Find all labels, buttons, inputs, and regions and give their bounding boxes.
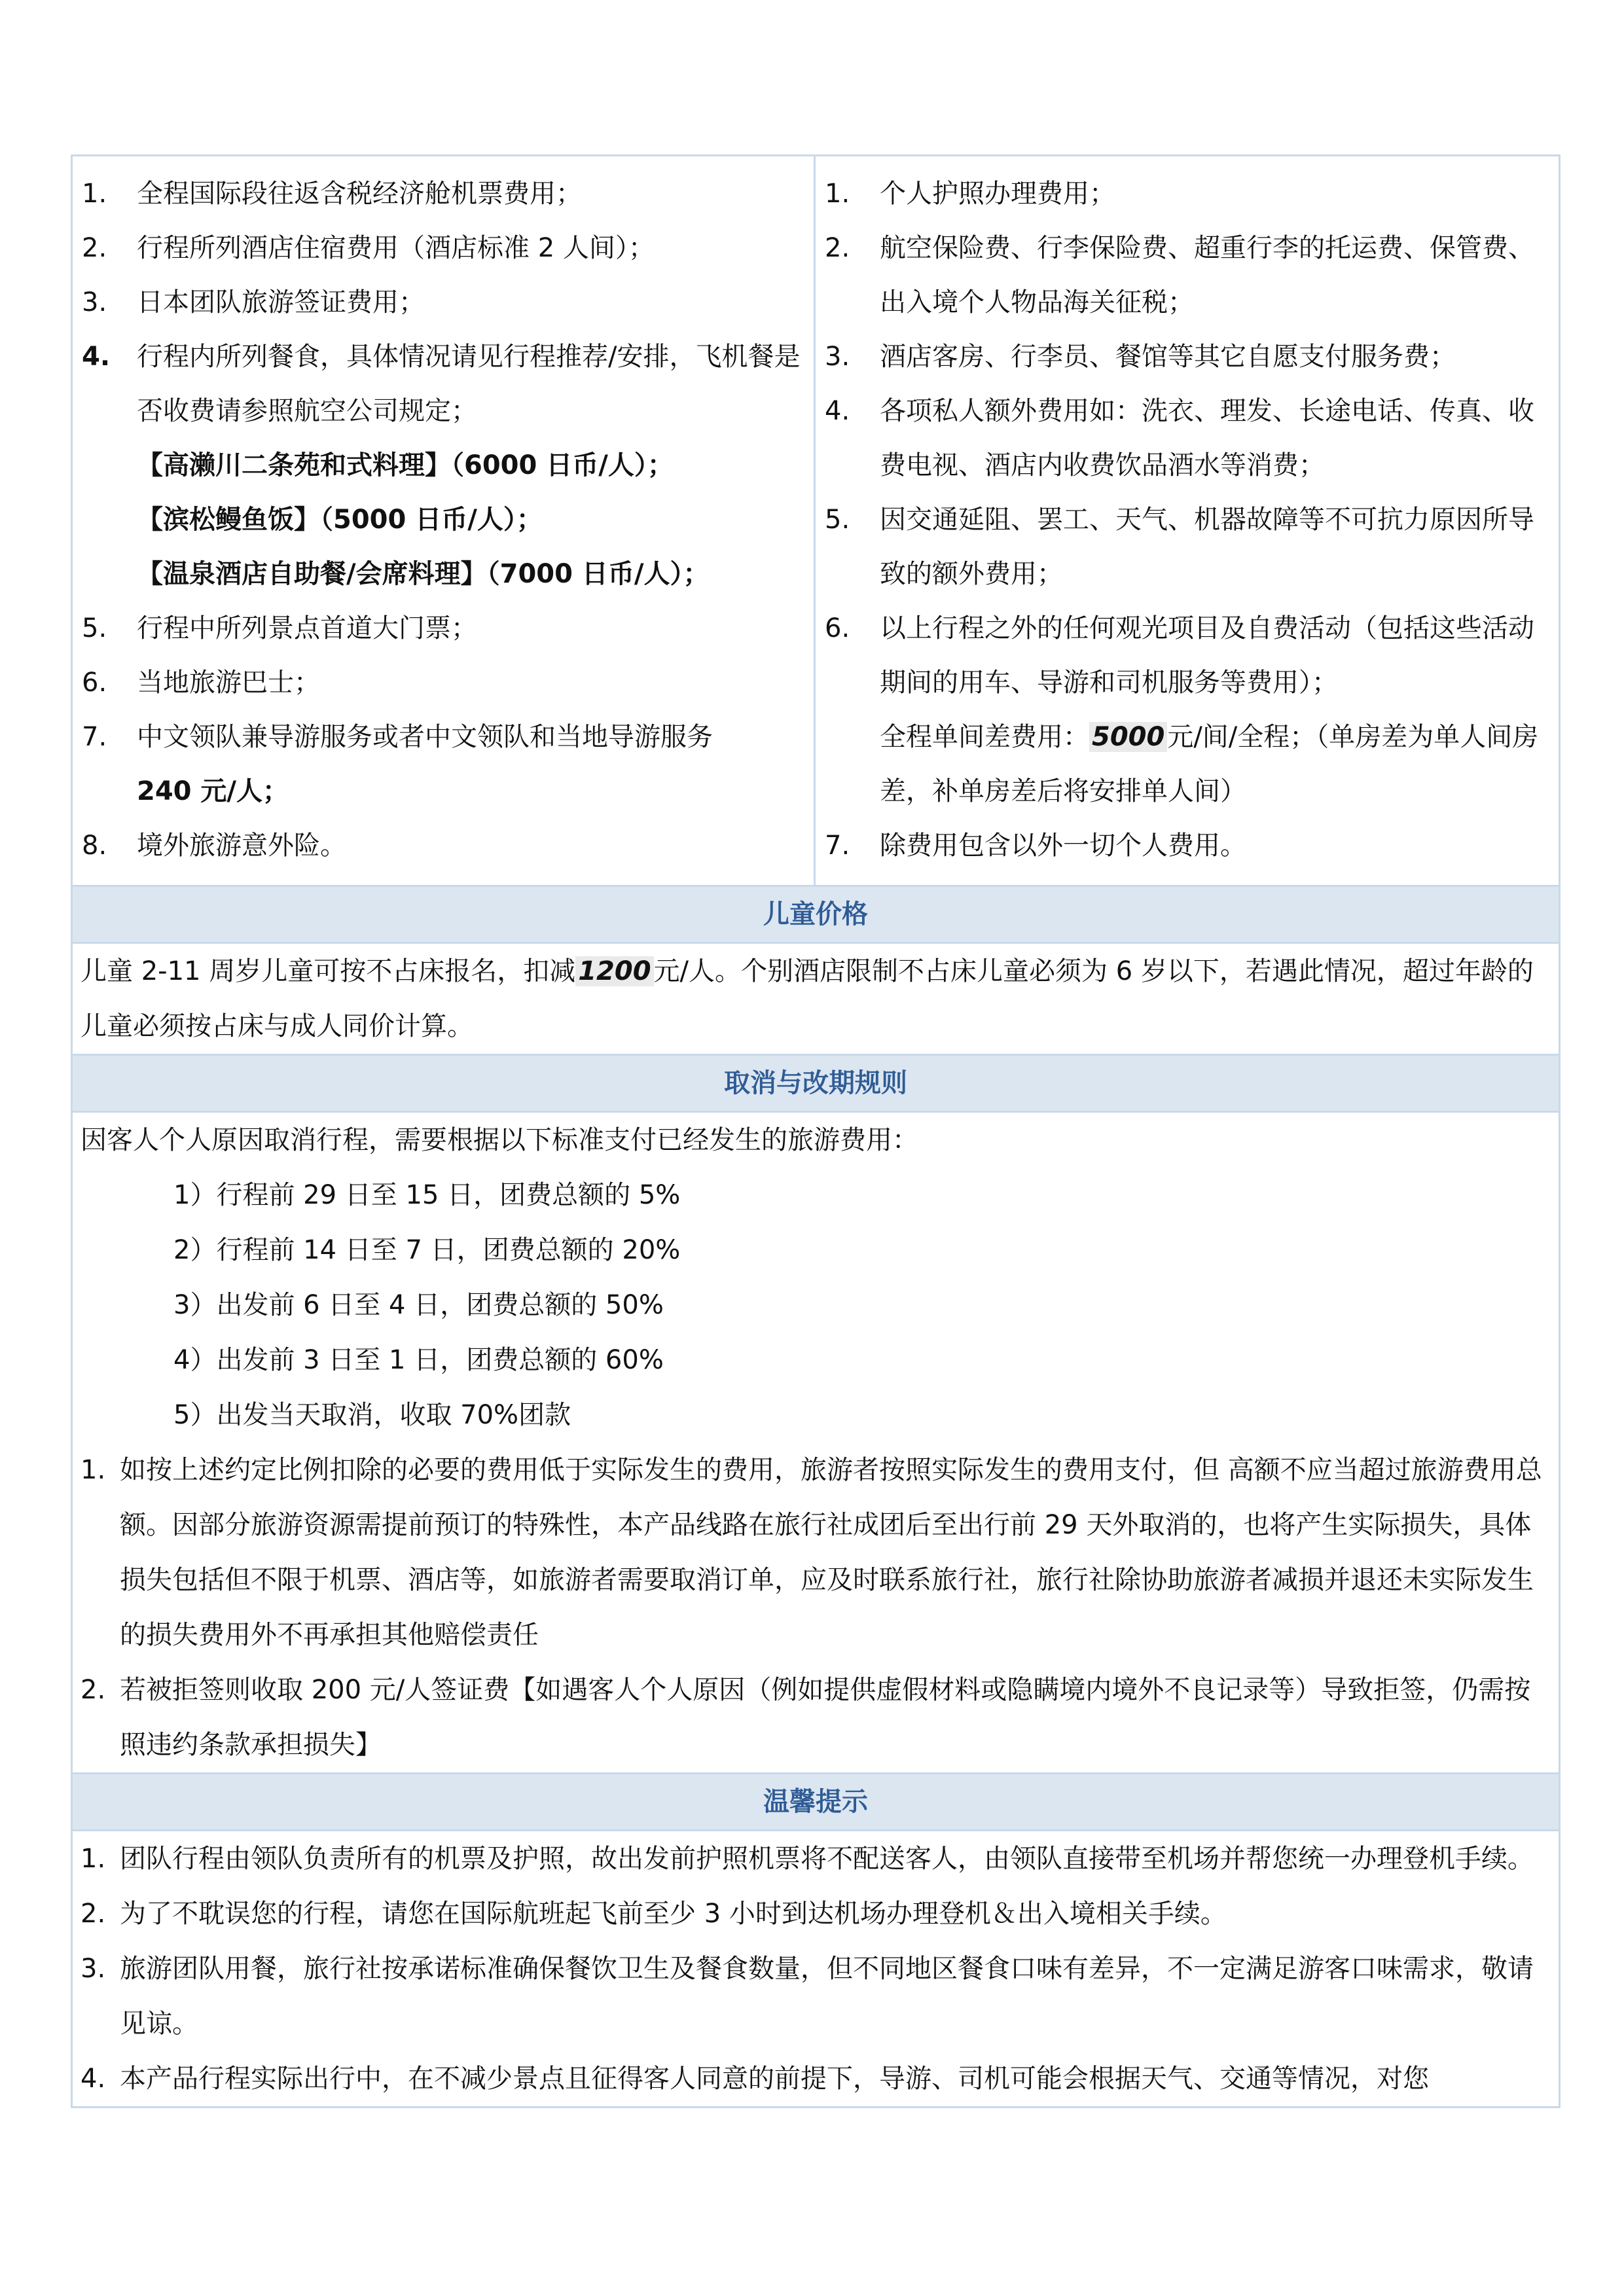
- single-room-amount: 5000: [1089, 722, 1167, 752]
- child-price-header: 儿童价格: [73, 887, 1559, 944]
- list-item: 8. 境外旅游意外险。: [82, 831, 346, 861]
- cancellation-intro: 因客人个人原因取消行程，需要根据以下标准支付已经发生的旅游费用：: [81, 1125, 918, 1155]
- tips-list: [73, 1831, 1559, 2106]
- meal-item: 【温泉酒店自助餐/会席料理】（7000 日币/人）；: [137, 559, 710, 589]
- list-item: 5. 因交通延阻、罢工、天气、机器故障等不可抗力原因所导致的额外费用；: [825, 505, 1534, 589]
- cancellation-tier: 4）出发前 3 日至 1 日，团费总额的 60%: [173, 1345, 664, 1375]
- fee-document: [71, 154, 1561, 2108]
- list-item: 3. 酒店客房、行李员、餐馆等其它自愿支付服务费；: [825, 342, 1456, 372]
- guide-fee: 240 元/人；: [137, 776, 289, 806]
- tips-header: 温馨提示: [73, 1774, 1559, 1831]
- list-item: 6. 以上行程之外的任何观光项目及自费活动（包括这些活动期间的用车、导游和司机服务等费用）；: [825, 613, 1534, 698]
- list-item: 4. 行程内所列餐食，具体情况请见行程推荐/安排，飞机餐是否收费请参照航空公司规定；: [82, 342, 801, 426]
- cancellation-rules: [73, 1113, 1559, 1774]
- list-item: 3. 日本团队旅游签证费用；: [82, 287, 425, 317]
- cancellation-header: 取消与改期规则: [73, 1056, 1559, 1113]
- fee-includes-column: [73, 156, 816, 885]
- cancellation-note: 1. 如按上述约定比例扣除的必要的费用低于实际发生的费用，旅游者按照实际发生的费用支付，但 高额不应当超过旅游费用总额。因部分旅游资源需提前预订的特殊性，本产品线路在旅行社成团后至出行前 29 天外取消的，也将产生实际损失，具体损失包括但不限于机票、酒店等，如旅游者需要取消订单，应及时联系旅行社，旅行社除协助旅游者减损并退还未实际发生的损失费用外不再承担其他赔偿责任: [81, 1455, 1542, 1650]
- cancellation-tier: 2）行程前 14 日至 7 日，团费总额的 20%: [173, 1235, 681, 1265]
- list-item: 2. 航空保险费、行李保险费、超重行李的托运费、保管费、出入境个人物品海关征税；: [825, 233, 1534, 317]
- list-item: 2. 行程所列酒店住宿费用（酒店标准 2 人间）；: [82, 233, 655, 263]
- tip-item: 3. 旅游团队用餐，旅行社按承诺标准确保餐饮卫生及餐食数量，但不同地区餐食口味有差异，不一定满足游客口味需求，敬请见谅。: [81, 1954, 1534, 2039]
- cancellation-tier: 5）出发当天取消，收取 70%团款: [173, 1400, 571, 1430]
- fee-excludes-column: [816, 156, 1559, 885]
- list-item: 1. 全程国际段往返含税经济舱机票费用；: [82, 179, 582, 209]
- list-item: 6. 当地旅游巴士；: [82, 668, 320, 698]
- list-item: 7. 中文领队兼导游服务或者中文领队和当地导游服务: [82, 722, 713, 752]
- cancellation-note: 2. 若被拒签则收取 200 元/人签证费【如遇客人个人原因（例如提供虚假材料或隐瞒境内境外不良记录等）导致拒签，仍需按照违约条款承担损失】: [81, 1675, 1531, 1760]
- fee-columns: [73, 156, 1559, 887]
- meal-item: 【高濑川二条苑和式料理】（6000 日币/人）；: [137, 450, 674, 480]
- tip-item: 1. 团队行程由领队负责所有的机票及护照，故出发前护照机票将不配送客人，由领队直接带至机场并帮您统一办理登机手续。: [81, 1844, 1534, 1874]
- single-room-fee: 全程单间差费用： 5000 元/间/全程；（单房差为单人间房差，补单房差后将安排单人间）: [880, 722, 1539, 806]
- tip-item: 4. 本产品行程实际出行中，在不减少景点且征得客人同意的前提下，导游、司机可能会根据天气、交通等情况，对您: [81, 2064, 1429, 2094]
- list-item: 7. 除费用包含以外一切个人费用。: [825, 831, 1246, 861]
- list-item: 4. 各项私人额外费用如：洗衣、理发、长途电话、传真、收费电视、酒店内收费饮品酒水等消费；: [825, 396, 1534, 480]
- tip-item: 2. 为了不耽误您的行程，请您在国际航班起飞前至少 3 小时到达机场办理登机＆出入境相关手续。: [81, 1899, 1227, 1929]
- cancellation-tier: 3）出发前 6 日至 4 日，团费总额的 50%: [173, 1290, 664, 1320]
- child-price-text: 儿童 2-11 周岁儿童可按不占床报名，扣减 1200 元/人。个别酒店限制不占床儿童必须为 6 岁以下，若遇此情况，超过年龄的儿童必须按占床与成人同价计算。: [73, 944, 1559, 1056]
- list-item: 5. 行程中所列景点首道大门票；: [82, 613, 477, 643]
- cancellation-tier: 1）行程前 29 日至 15 日，团费总额的 5%: [173, 1180, 681, 1210]
- list-item: 1. 个人护照办理费用；: [825, 179, 1115, 209]
- child-discount-amount: 1200: [575, 956, 653, 986]
- meal-item: 【滨松鳗鱼饭】（5000 日币/人）；: [137, 505, 543, 535]
